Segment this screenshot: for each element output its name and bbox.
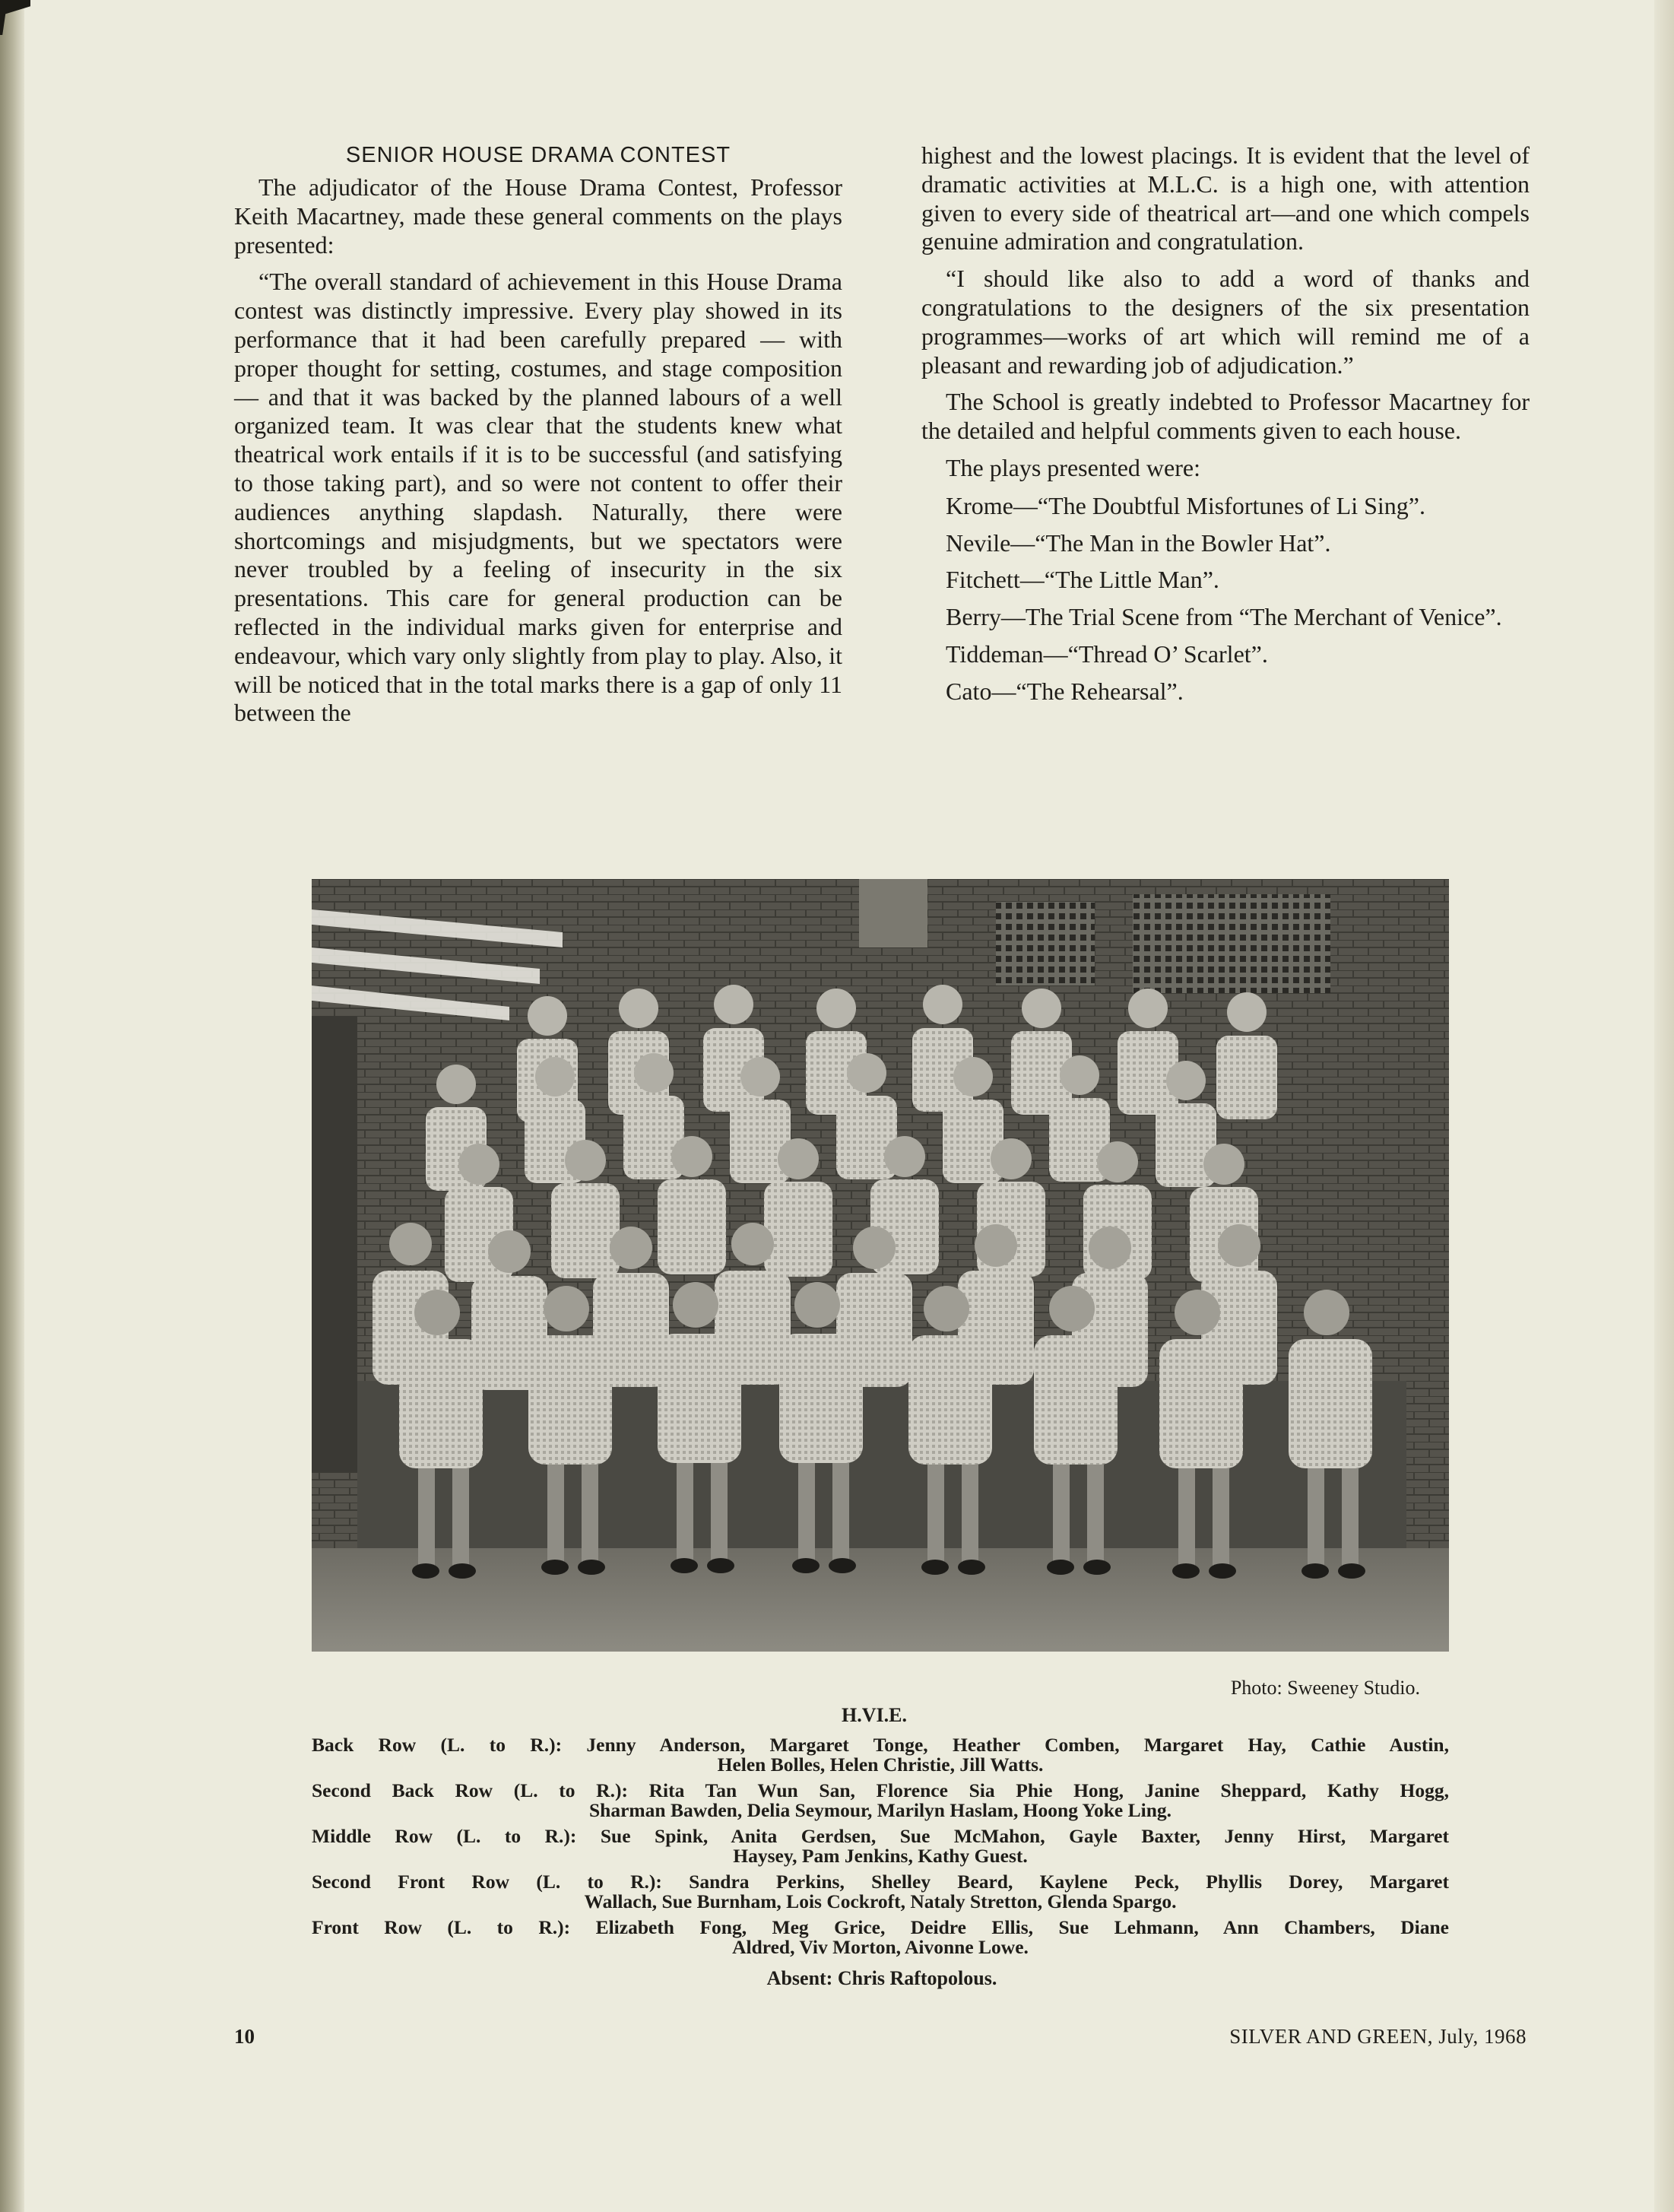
caption-line: Front Row (L. to R.): Elizabeth Fong, Meg Grice, Deidre Ellis, Sue Lehmann, Ann Chambers, Diane (312, 1916, 1449, 1938)
article-paragraph: The School is greatly indebted to Professor Macartney for the detailed and helpful comments given to each house. (921, 388, 1530, 445)
page-binding-edge (0, 0, 24, 2212)
article-paragraph: The adjudicator of the House Drama Contest, Professor Keith Macartney, made these general comments on the plays presented: (234, 173, 842, 259)
photo-caption (312, 1735, 1449, 1963)
article-paragraph: highest and the lowest placings. It is evident that the level of dramatic activities at M.L.C. is a high one, with attention given to every side of theatrical art—and one which compels genuine admiration and congratulation. (921, 141, 1530, 255)
play-item: Cato—“The Rehearsal”. (946, 677, 1184, 705)
play-item: Tiddeman—“Thread O’ Scarlet”. (946, 639, 1268, 668)
page-number: 10 (234, 2025, 255, 2048)
play-item: Berry—The Trial Scene from “The Merchant of Venice”. (946, 603, 1502, 631)
form-title: H.VI.E. (842, 1704, 907, 1726)
article-paragraph: “I should like also to add a word of thanks and congratulations to the designers of the six presentation programmes—works of art which will remind me of a pleasant and rewarding job of adjudication.” (921, 265, 1530, 379)
caption-line: Back Row (L. to R.): Jenny Anderson, Margaret Tonge, Heather Comben, Margaret Hay, Cathie Austin, (312, 1734, 1449, 1756)
page-right-edge (1654, 0, 1674, 2212)
article-paragraph: “The overall standard of achievement in this House Drama contest was distinctly impressive. Every play showed in its performance that it had been carefully prepared — with proper thought for setting, costumes, and stage composition — and that it was backed by the planned labours of a well organized team. It was clear that the students knew what theatrical work entails if it is to be successful (and satisfying to those taking part), and so were not content to offer their audiences anything slapdash. Naturally, there were shortcomings and misjudgments, but we spectators were never troubled by a feeling of insecurity in the six presentations. This care for general production can be reflected in the individual marks given for enterprise and endeavour, which vary only slightly from play to play. Also, it will be noticed that in the total marks there is a gap of only 11 between the (234, 268, 842, 727)
plays-intro: The plays presented were: (946, 453, 1200, 481)
caption-line: Wallach, Sue Burnham, Lois Cockroft, Nataly Stretton, Glenda Spargo. (584, 1890, 1177, 1912)
play-item: Nevile—“The Man in the Bowler Hat”. (946, 528, 1331, 557)
group-photograph (312, 879, 1449, 1652)
photo-credit: Photo: Sweeney Studio. (1230, 1677, 1420, 1699)
caption-line: Middle Row (L. to R.): Sue Spink, Anita Gerdsen, Sue McMahon, Gayle Baxter, Jenny Hirst, Margaret (312, 1825, 1449, 1847)
caption-line: Aldred, Viv Morton, Aivonne Lowe. (732, 1936, 1029, 1958)
article-right-column (921, 141, 1530, 715)
caption-line: Sharman Bawden, Delia Seymour, Marilyn Haslam, Hoong Yoke Ling. (588, 1799, 1172, 1821)
caption-row (312, 1918, 1449, 1957)
caption-line: Haysey, Pam Jenkins, Kathy Guest. (733, 1845, 1028, 1867)
caption-row (312, 1872, 1449, 1912)
caption-line: Second Front Row (L. to R.): Sandra Perkins, Shelley Beard, Kaylene Peck, Phyllis Dorey, Margaret (312, 1871, 1449, 1893)
publication-footer: SILVER AND GREEN, July, 1968 (1229, 2025, 1527, 2048)
absent-note: Absent: Chris Raftopolous. (766, 1967, 997, 1989)
play-item: Krome—“The Doubtful Misfortunes of Li Sing”. (946, 491, 1425, 519)
group-photo-illustration (312, 879, 1449, 1652)
caption-row (312, 1826, 1449, 1866)
caption-row (312, 1735, 1449, 1775)
caption-row (312, 1781, 1449, 1820)
article-left-column (234, 141, 842, 736)
article-heading: SENIOR HOUSE DRAMA CONTEST (345, 143, 731, 167)
caption-line: Helen Bolles, Helen Christie, Jill Watts. (717, 1753, 1044, 1776)
caption-line: Second Back Row (L. to R.): Rita Tan Wun San, Florence Sia Phie Hong, Janine Sheppard, Kathy Hogg, (312, 1779, 1449, 1801)
play-item: Fitchett—“The Little Man”. (946, 566, 1219, 594)
